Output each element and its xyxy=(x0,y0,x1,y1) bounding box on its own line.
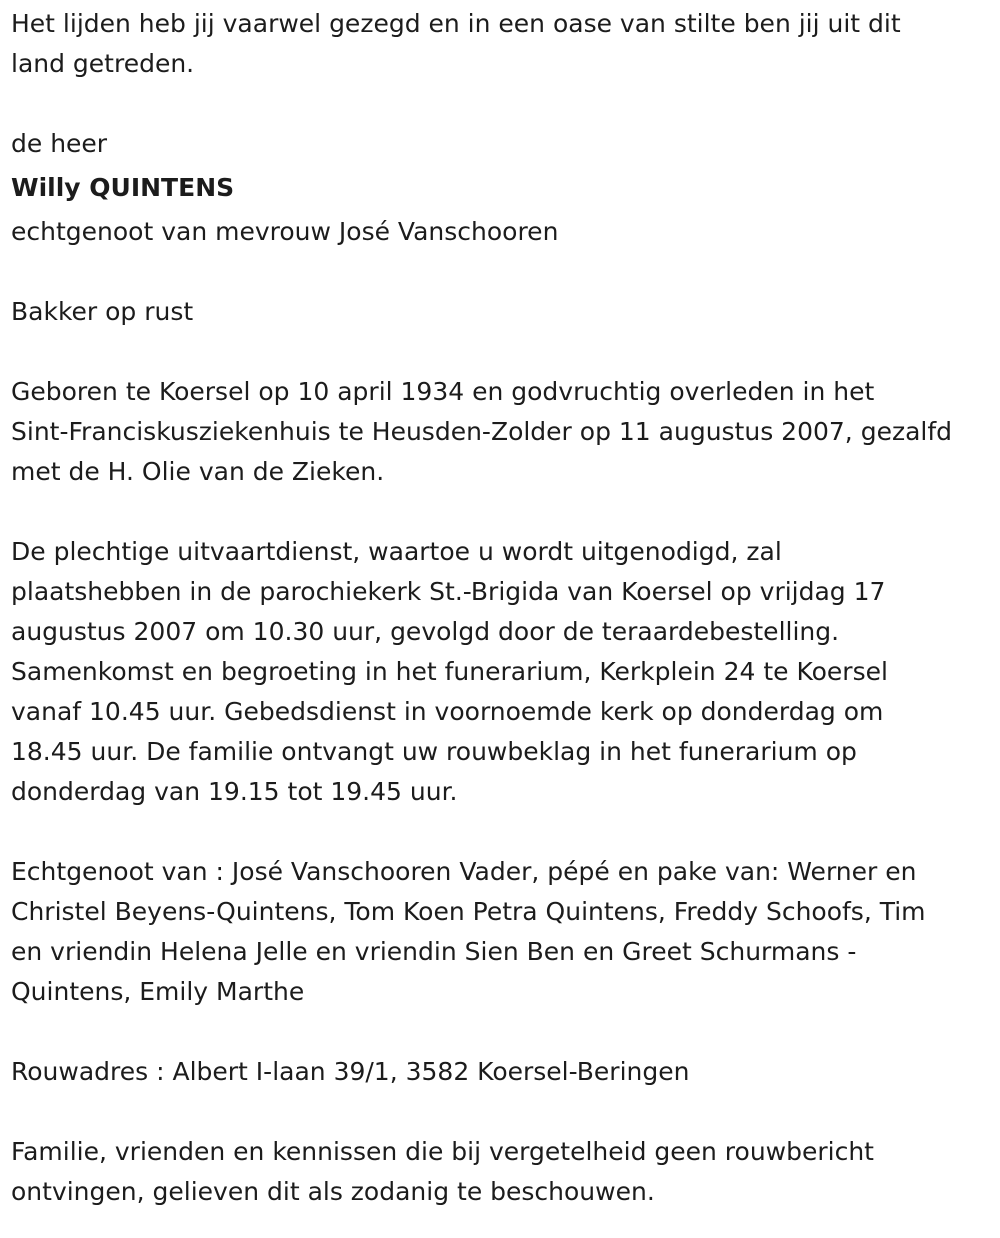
opening-text: Het lijden heb jij vaarwel gezegd en in een oase van stilte ben jij uit dit land getreden. xyxy=(11,9,901,78)
deceased-name: Willy QUINTENS xyxy=(11,173,235,202)
honorific: de heer xyxy=(11,129,108,158)
funeral-paragraph: De plechtige uitvaartdienst, waartoe u wordt uitgenodigd, zal plaatshebben in de parochiekerk St.-Brigida van Koersel op vrijdag 17 augustus 2007 om 10.30 uur, gevolgd door de teraardebestelling. Samenkomst en begroeting in het funerarium, Kerkplein 24 te Koersel vanaf 10.45 uur. Gebedsdienst in voornoemde kerk op donderdag om 18.45 uur. De familie ontvangt uw rouwbeklag in het funerarium op donderdag van 19.15 tot 19.45 uur. xyxy=(11,537,888,806)
spacer xyxy=(11,492,991,532)
spacer xyxy=(11,84,991,124)
spacer xyxy=(11,252,991,292)
spacer xyxy=(11,1092,991,1132)
birth-death-paragraph: Geboren te Koersel op 10 april 1934 en godvruchtig overleden in het Sint-Franciskusziekenhuis te Heusden-Zolder op 11 augustus 2007, gezalfd met de H. Olie van de Zieken. xyxy=(11,377,953,486)
closing-paragraph: Familie, vrienden en kennissen die bij vergetelheid geen rouwbericht ontvingen, gelieven dit als zodanig te beschouwen. xyxy=(11,1137,874,1206)
family-paragraph: Echtgenoot van : José Vanschooren Vader, pépé en pake van: Werner en Christel Beyens-Quintens, Tom Koen Petra Quintens, Freddy Schoofs, Tim en vriendin Helena Jelle en vriendin Sien Ben en Greet Schurmans - Quintens, Emily Marthe xyxy=(11,857,926,1006)
spacer xyxy=(11,1012,991,1052)
mourning-address: Rouwadres : Albert I-laan 39/1, 3582 Koersel-Beringen xyxy=(11,1057,690,1086)
spacer xyxy=(11,332,991,372)
spouse-line: echtgenoot van mevrouw José Vanschooren xyxy=(11,217,559,246)
obituary-notice xyxy=(11,4,991,1212)
spacer xyxy=(11,812,991,852)
occupation: Bakker op rust xyxy=(11,297,194,326)
